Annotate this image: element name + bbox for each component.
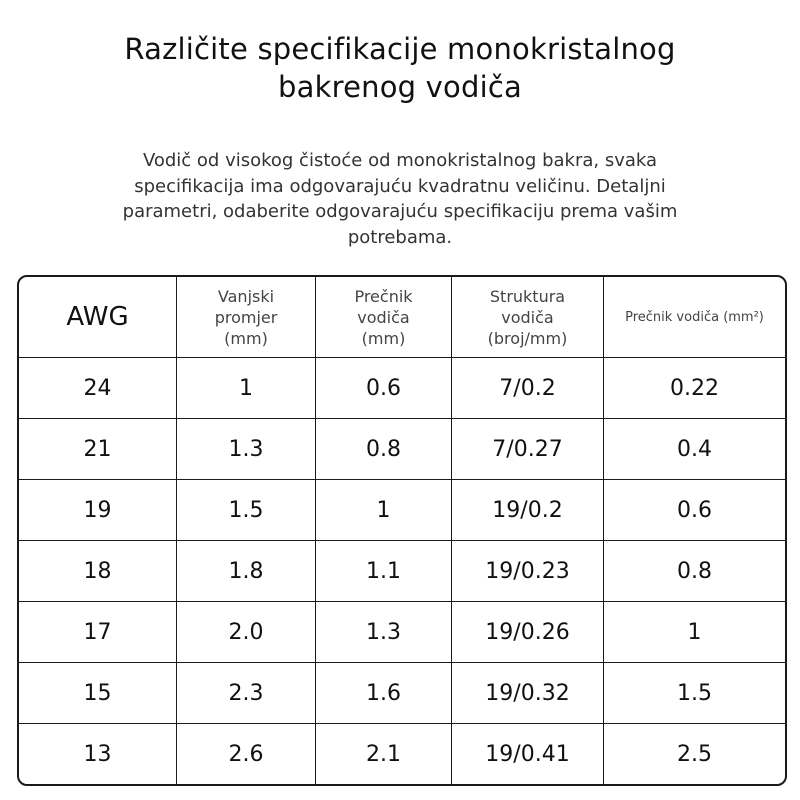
- spec-table: [17, 275, 787, 786]
- table-row: [19, 602, 785, 663]
- header-outer-diameter: [177, 277, 316, 358]
- cell-conductor-diameter: 0.6: [316, 358, 452, 419]
- description: [70, 148, 730, 250]
- cell-outer-diameter: 2.6: [177, 724, 316, 784]
- table-row: [19, 480, 785, 541]
- header-conductor-diameter-line-1: Prečnik: [354, 286, 413, 306]
- cell-cross-section: 0.4: [604, 419, 785, 480]
- cell-cross-section: 0.6: [604, 480, 785, 541]
- cell-outer-diameter: 1: [177, 358, 316, 419]
- cell-conductor-diameter: 1.1: [316, 541, 452, 602]
- cell-cross-section: 0.8: [604, 541, 785, 602]
- cell-cross-section: 2.5: [677, 741, 712, 767]
- cell-conductor-diameter: 1.6: [316, 663, 452, 724]
- header-awg: AWG: [19, 277, 177, 358]
- cell-cross-section: 1.5: [604, 663, 785, 724]
- cell-outer-diameter: 1.3: [177, 419, 316, 480]
- cell-structure: 19/0.23: [452, 541, 604, 602]
- table-header-row: [19, 277, 785, 358]
- cell-cross-section: 1: [604, 602, 785, 663]
- description-line-2: specifikacija ima odgovarajuću kvadratnu veličinu. Detaljni: [134, 175, 666, 197]
- header-conductor-diameter: [316, 277, 452, 358]
- header-structure-line-2: vodiča: [501, 307, 554, 327]
- cell-awg: 19: [19, 480, 177, 541]
- header-structure: [452, 277, 604, 358]
- header-conductor-diameter-line-2: vodiča: [357, 307, 410, 327]
- description-line-4: potrebama.: [347, 226, 453, 248]
- header-cross-section: Prečnik vodiča (mm²): [604, 277, 785, 358]
- header-outer-diameter-line-1: Vanjski: [217, 286, 275, 306]
- table-row: [19, 358, 785, 419]
- description-line-1: Vodič od visokog čistoće od monokristalnog bakra, svaka: [142, 150, 658, 171]
- cell-structure: 19/0.26: [452, 602, 604, 663]
- cell-structure: 19/0.32: [452, 663, 604, 724]
- cell-outer-diameter: 1.8: [177, 541, 316, 602]
- title-line-2: bakrenog vodiča: [278, 70, 522, 104]
- cell-outer-diameter: 2.3: [177, 663, 316, 724]
- page-title: [0, 30, 800, 106]
- cell-outer-diameter: 2.0: [177, 602, 316, 663]
- cell-structure: 19/0.2: [452, 480, 604, 541]
- table-row: [19, 663, 785, 724]
- cell-awg: 21: [19, 419, 177, 480]
- cell-cross-section: 0.22: [604, 358, 785, 419]
- title-line-1: Različite specifikacije monokristalnog: [124, 32, 676, 66]
- table-row: [19, 419, 785, 480]
- cell-awg: 13: [19, 724, 177, 784]
- cell-structure: 7/0.27: [452, 419, 604, 480]
- header-outer-diameter-line-2: promjer: [214, 307, 278, 327]
- header-conductor-diameter-line-3: (mm): [361, 328, 406, 348]
- cell-conductor-diameter: 1.3: [316, 602, 452, 663]
- header-structure-line-1: Struktura: [489, 286, 566, 306]
- cell-outer-diameter: 1.5: [177, 480, 316, 541]
- header-structure-line-3: (broj/mm): [487, 328, 568, 348]
- table-row: [19, 541, 785, 602]
- cell-conductor-diameter: 2.1: [316, 724, 452, 784]
- cell-structure: 7/0.2: [452, 358, 604, 419]
- description-line-3: parametri, odaberite odgovarajuću specifikaciju prema vašim: [122, 201, 678, 222]
- cell-conductor-diameter: 1: [316, 480, 452, 541]
- cell-awg: 24: [19, 358, 177, 419]
- cell-conductor-diameter: 0.8: [316, 419, 452, 480]
- header-outer-diameter-line-3: (mm): [224, 328, 268, 348]
- cell-awg: 18: [19, 541, 177, 602]
- cell-structure: 19/0.41: [452, 724, 604, 784]
- cell-awg: 15: [19, 663, 177, 724]
- table-row: [19, 724, 785, 784]
- cell-awg: 17: [19, 602, 177, 663]
